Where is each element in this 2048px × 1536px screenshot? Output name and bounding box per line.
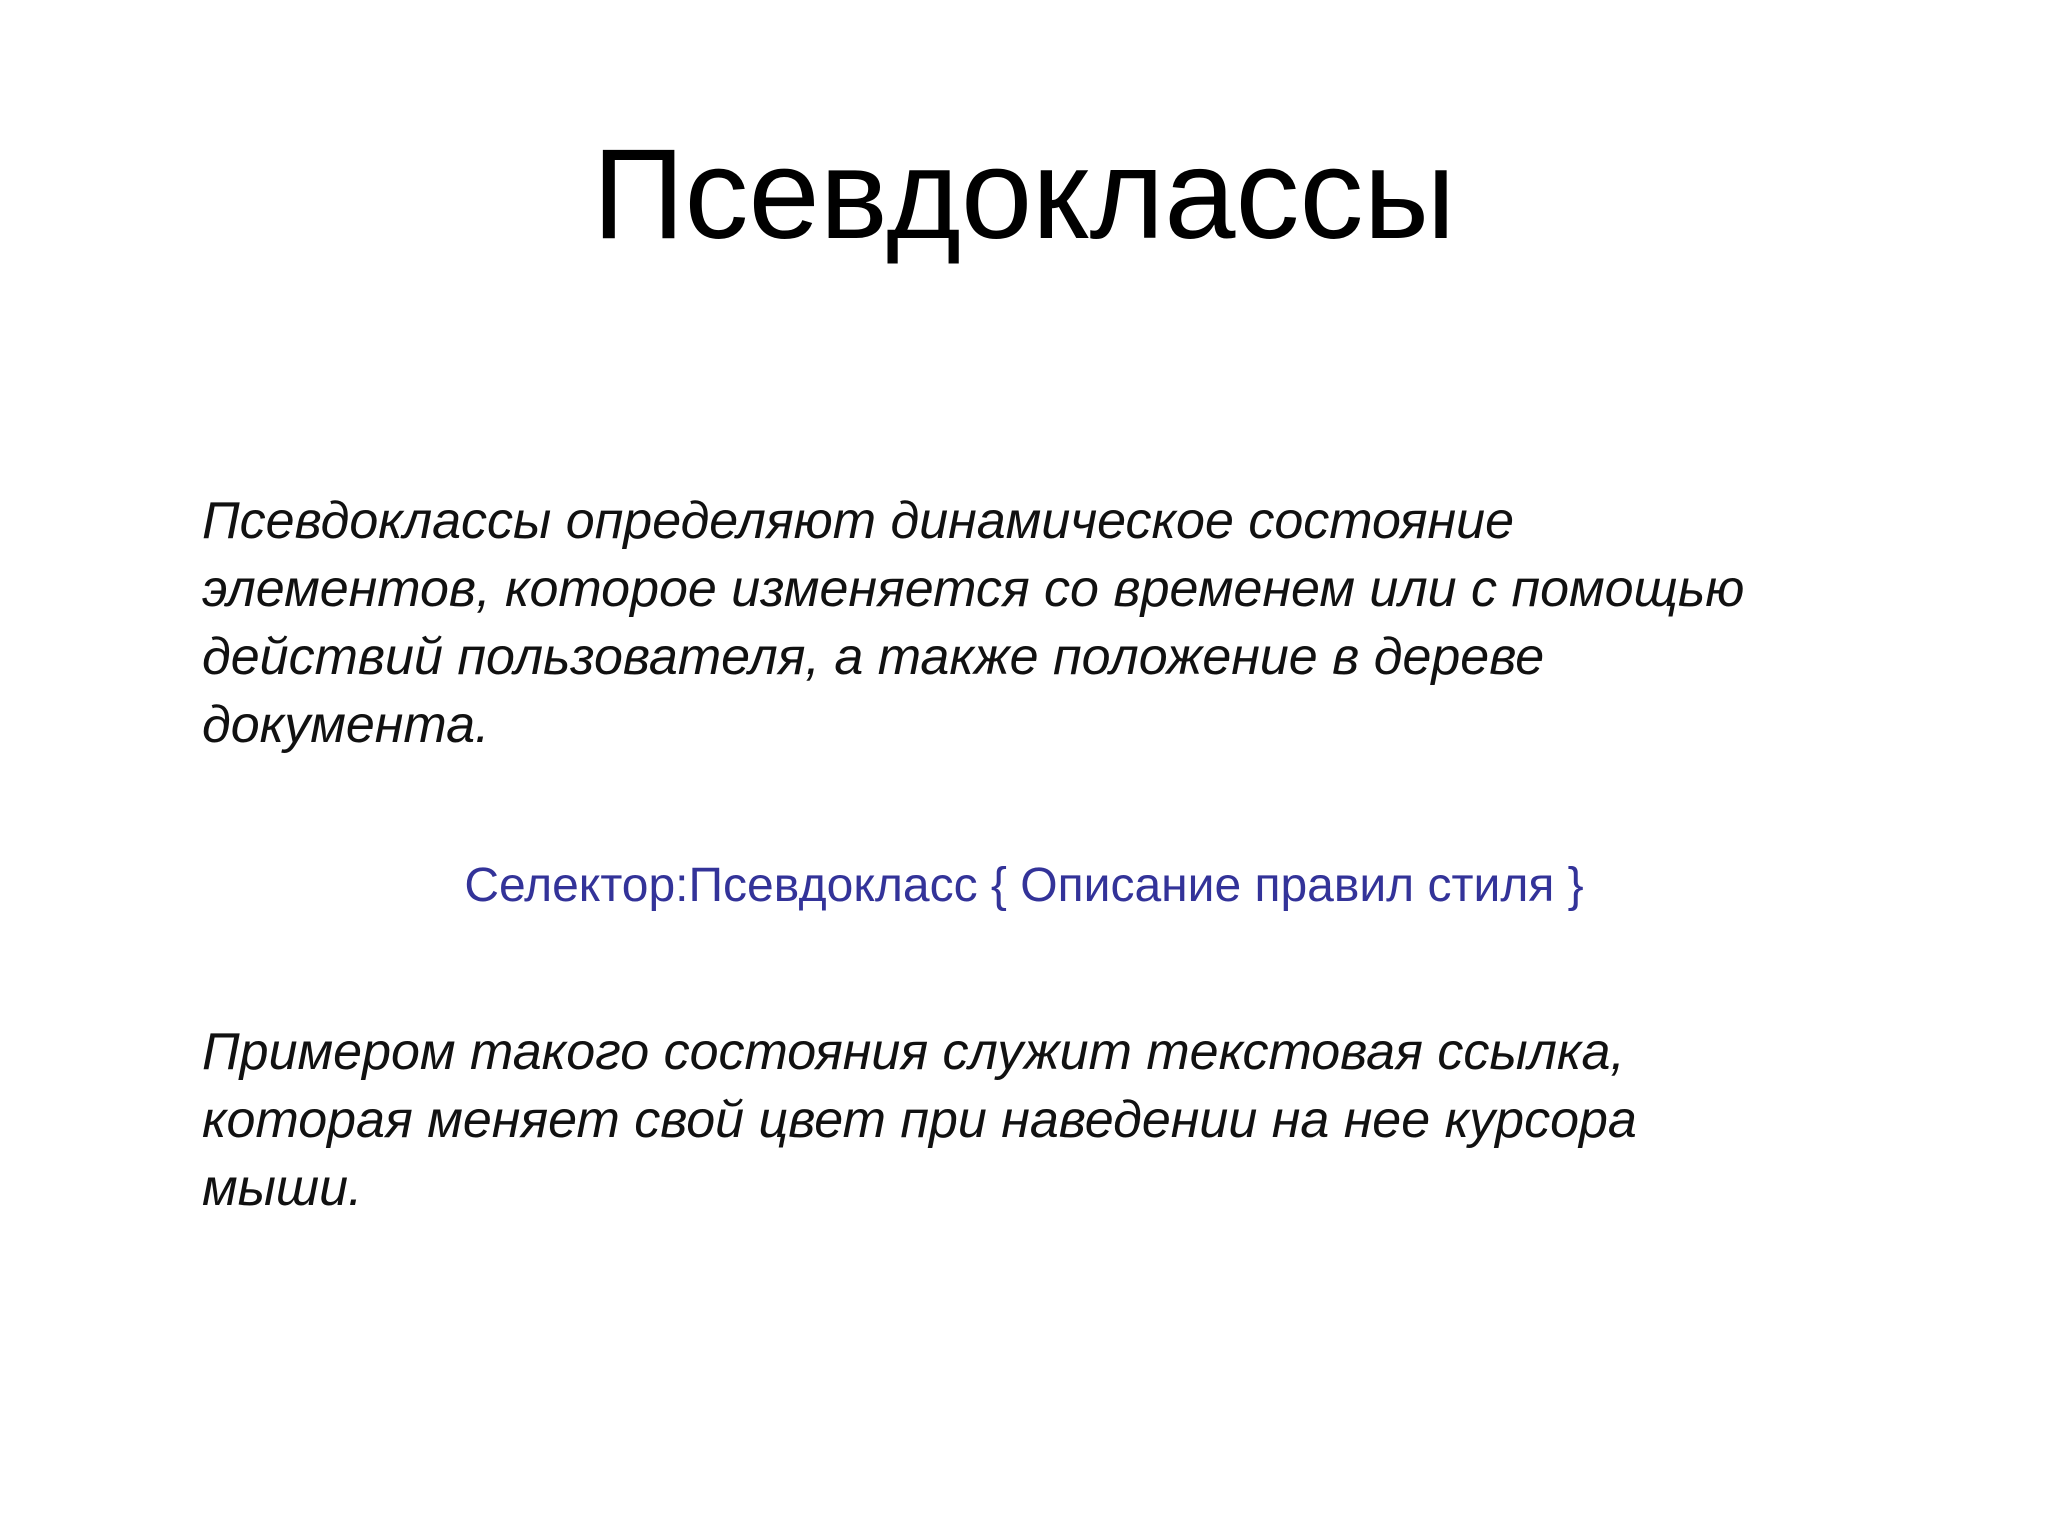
definition-paragraph: Псевдоклассы определяют динамическое состояние элементов, которое изменяется со временем или с помощью действий пользователя, а также положение в дереве документа. xyxy=(202,492,1745,754)
example-paragraph: Примером такого состояния служит текстовая ссылка, которая меняет свой цвет при наведении на нее курсора мыши. xyxy=(202,1023,1637,1217)
slide-title: Псевдоклассы xyxy=(592,123,1456,266)
syntax-example: Селектор:Псевдокласс { Описание правил стиля } xyxy=(464,859,1584,912)
